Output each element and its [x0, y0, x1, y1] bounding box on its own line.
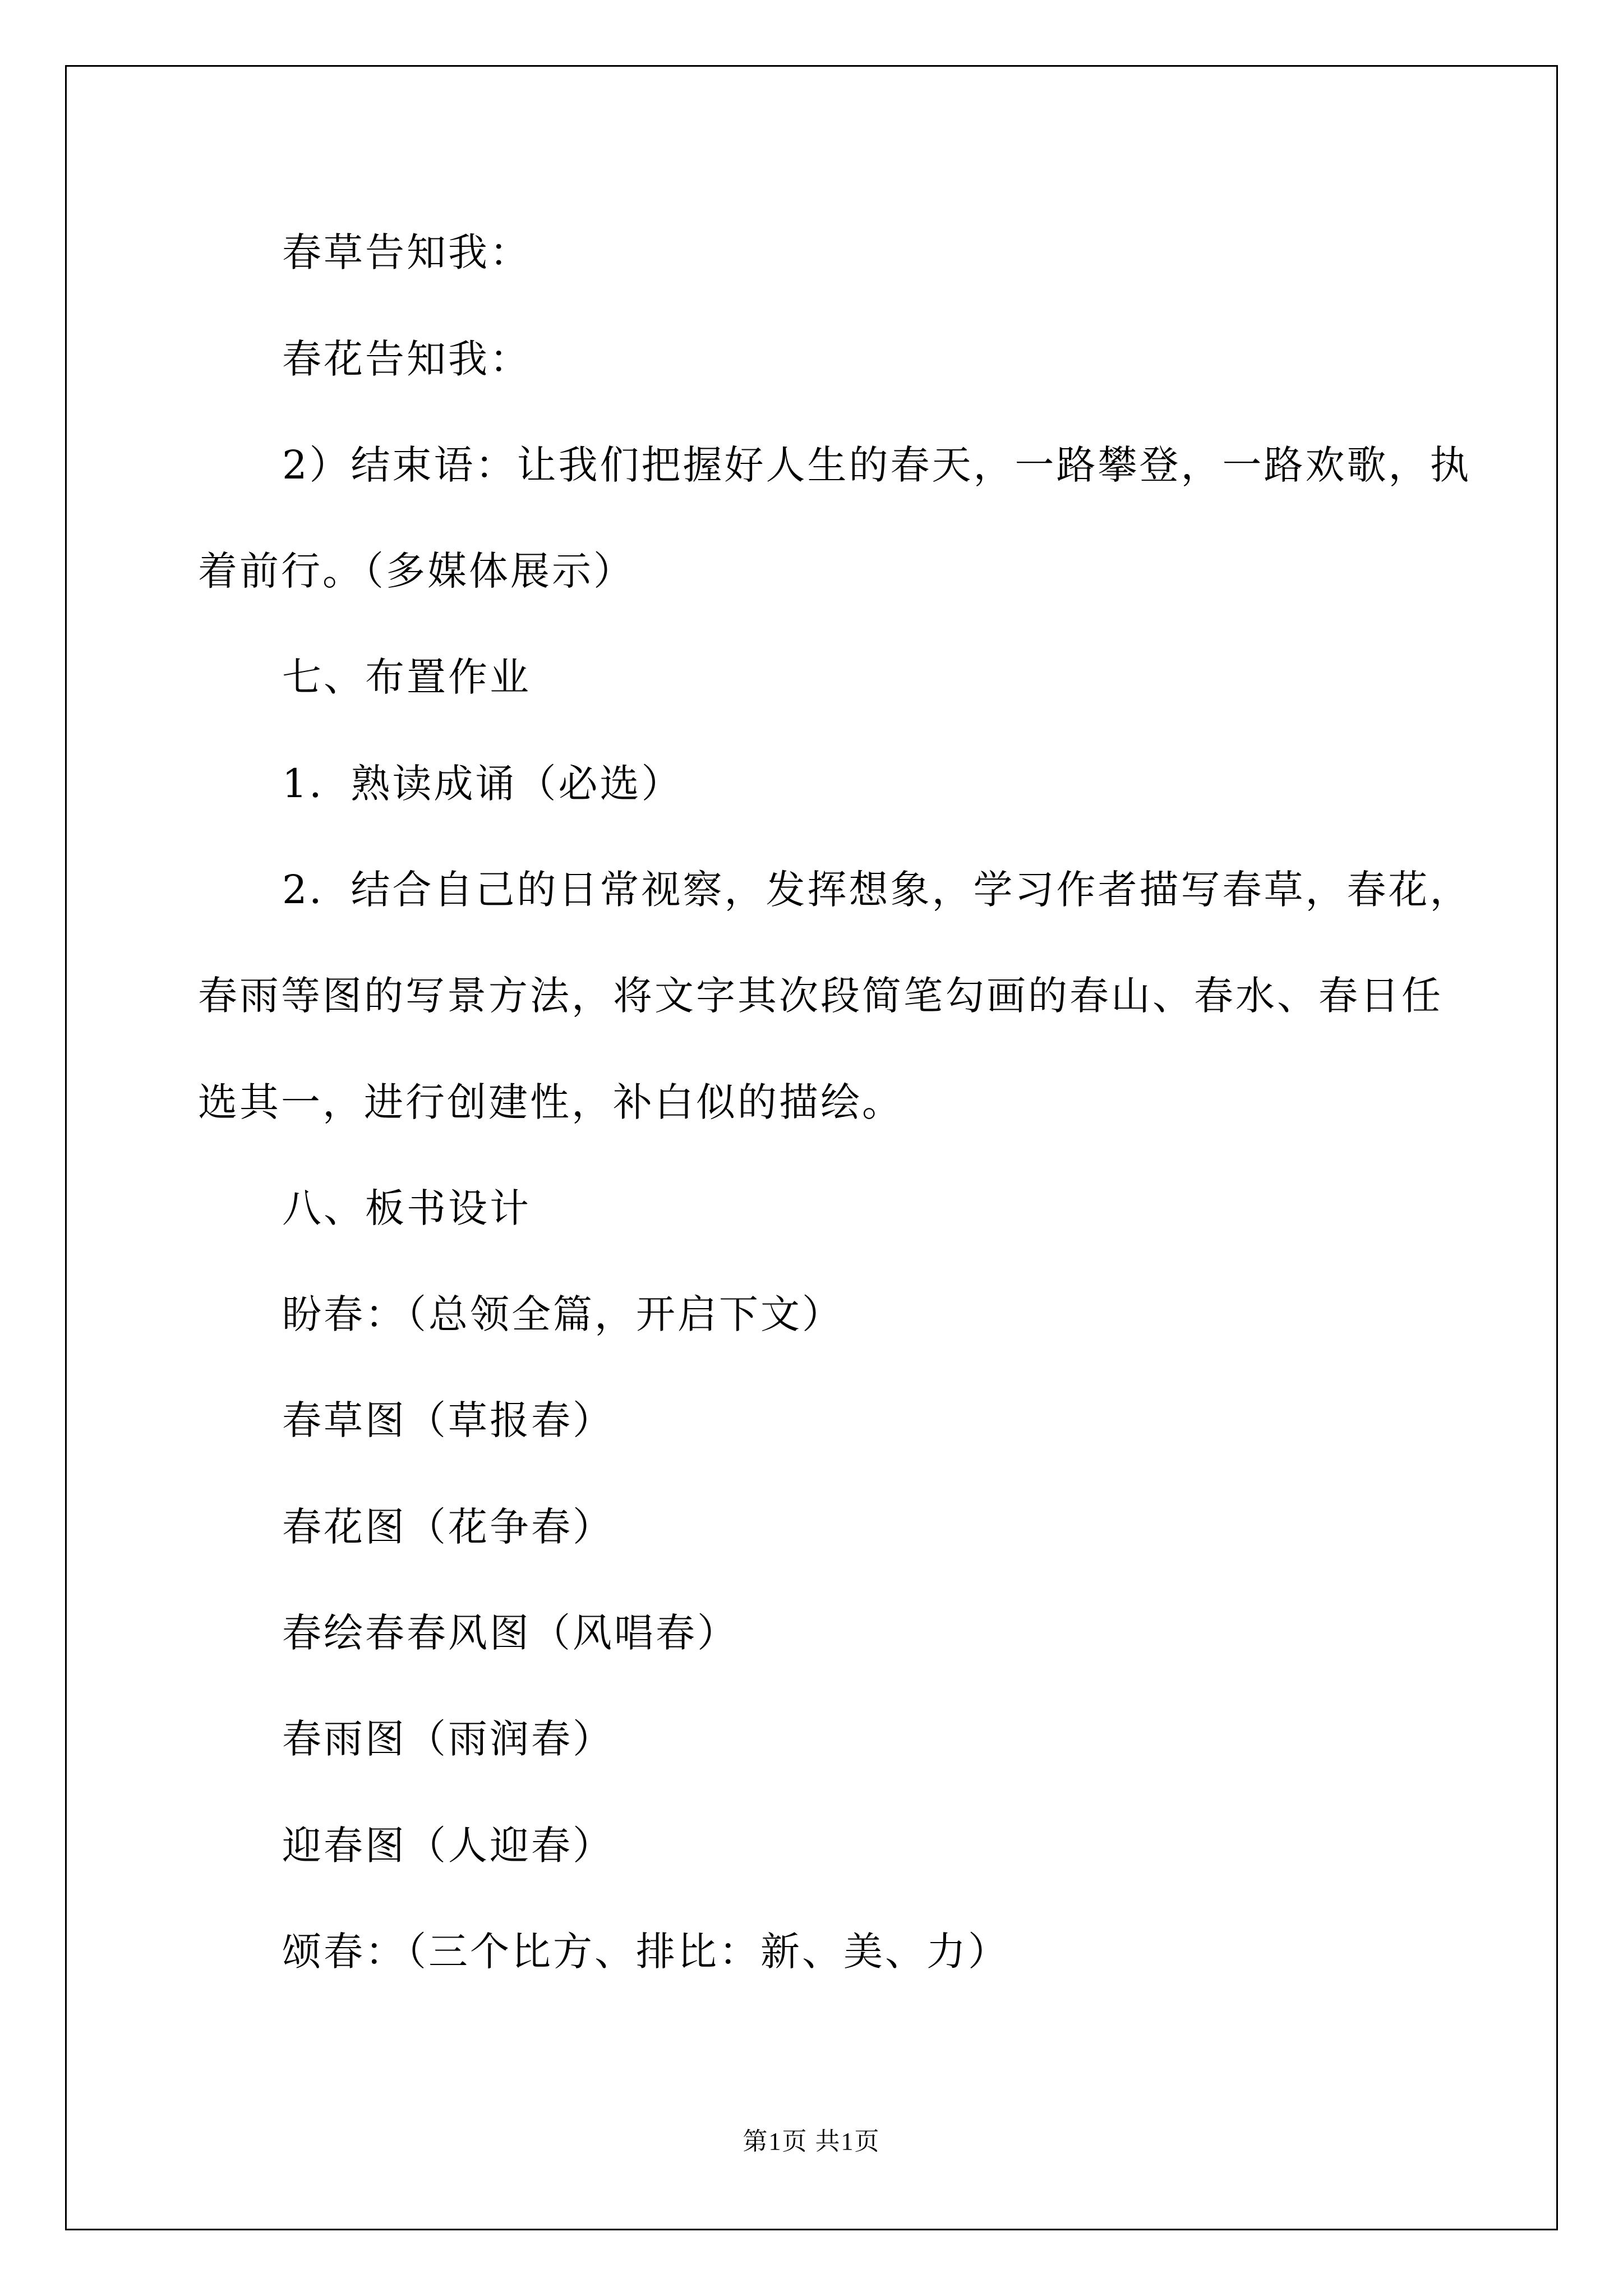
- section-heading: 八、板书设计: [282, 1185, 531, 1231]
- text-line: 春绘春春风图（风唱春）: [282, 1610, 739, 1656]
- text-line: 2．结合自己的日常视察，发挥想象，学习作者描写春草，春花，: [282, 867, 1472, 913]
- text-line: 选其一，进行创建性，补白似的描绘。: [198, 1079, 903, 1125]
- page-border: [65, 65, 1558, 2230]
- text-line: 迎春图（人迎春）: [282, 1823, 614, 1869]
- text-line: 春草图（草报春）: [282, 1397, 614, 1443]
- text-line: 1．熟读成诵（必选）: [282, 761, 683, 807]
- page-footer: 第1页 共1页: [743, 2128, 880, 2155]
- text-line: 春花图（花争春）: [282, 1504, 614, 1550]
- text-line: 2）结束语：让我们把握好人生的春天，一路攀登，一路欢歌，执: [282, 442, 1472, 488]
- text-line: 盼春：（总领全篇，开启下文）: [282, 1291, 843, 1337]
- section-heading: 七、布置作业: [282, 654, 531, 700]
- text-line: 春草告知我：: [282, 229, 531, 275]
- text-line: 着前行。（多媒体展示）: [198, 548, 635, 594]
- text-line: 春花告知我：: [282, 336, 531, 382]
- text-line: 颂春：（三个比方、排比：新、美、力）: [282, 1929, 1009, 1975]
- text-line: 春雨等图的写景方法，将文字其次段简笔勾画的春山、春水、春日任: [198, 973, 1443, 1019]
- text-line: 春雨图（雨润春）: [282, 1716, 614, 1762]
